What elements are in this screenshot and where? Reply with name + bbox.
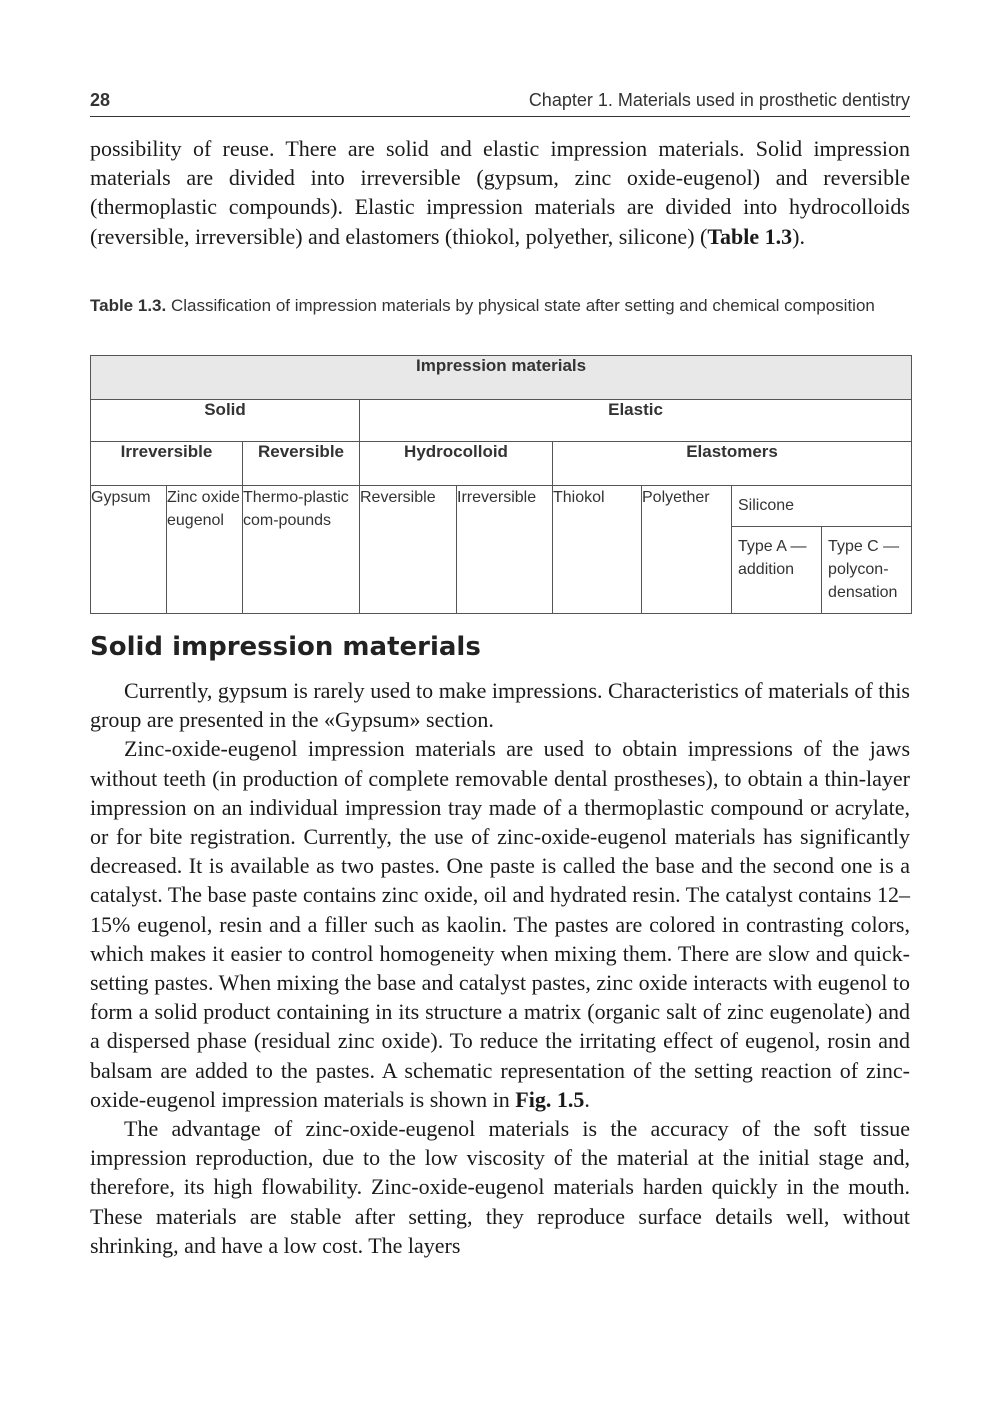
table-caption (90, 293, 910, 318)
leaf-silicone: Silicone (738, 497, 795, 514)
figure-reference: Fig. 1.5 (515, 1086, 585, 1112)
intro-text: possibility of reuse. There are solid and elastic impression materials. Solid impression materials are divided into irreversible (gypsum, zinc oxide-eugenol) and reversible (thermoplastic compounds). Elastic impression materials are divided into hydrocolloids (reversible, irreversible) and elastomers (thiokol, polyether, silicone) ( (90, 136, 910, 249)
paragraph-advantages: The advantage of zinc-oxide-eugenol materials is the accuracy of the soft tissue impression reproduction, due to the low viscosity of the material at the initial stage and, therefore, its high flowability. Zinc-oxide-eugenol materials harden quickly in the mouth. These materials are stable after setting, they reproduce surface details well, without shrinking, and have a low cost. The layers (90, 1116, 910, 1258)
subgroup-hydrocolloid: Hydrocolloid (360, 442, 553, 486)
group-elastic: Elastic (360, 400, 912, 442)
intro-paragraph (90, 134, 910, 251)
page-number: 28 (90, 90, 111, 110)
paragraph-zinc-oxide-eugenol (90, 734, 910, 1114)
paragraph-zoe-tail: . (584, 1086, 590, 1112)
table-caption-text: Classification of impression materials by physical state after setting and chemical composition (166, 296, 875, 315)
table-caption-label: Table 1.3. (90, 296, 167, 315)
leaf-zinc-oxide-eugenol: Zinc oxide eugenol (167, 486, 243, 614)
running-head (90, 86, 910, 117)
leaf-irreversible: Irreversible (457, 486, 553, 614)
table-reference: Table 1.3 (707, 223, 793, 249)
intro-tail: ). (792, 223, 805, 249)
leaf-silicone-cell (732, 486, 912, 614)
paragraph-zoe-text: Zinc-oxide-eugenol impression materials are used to obtain impressions of the jaws without teeth (in production of complete removable dental prostheses), to obtain a thin-layer impression on an individual impression tray made of a thermoplastic compound or acrylate, or for bite registration. Currently, the use of zinc-oxide-eugenol materials has significantly decreased. It is available as two pastes. One paste is called the base and the second one is a catalyst. The base paste contains zinc oxide, oil and hydrated resin. The catalyst contains 12–15% eugenol, resin and a filler such as kaolin. The pastes are colored in contrasting colors, which makes it easier to control homogeneity when mixing them. There are slow and quick-setting pastes. When mixing the base and catalyst pastes, zinc oxide interacts with eugenol to form a solid product containing in its structure a matrix (organic salt of zinc eugenolate) and a dispersed phase (residual zinc oxide). To reduce the irritating effect of eugenol, rosin and balsam are added to the pastes. A schematic representation of the setting reaction of zinc-oxide-eugenol impression materials is shown in (90, 736, 910, 1112)
section-heading: Solid impression materials (90, 632, 481, 662)
classification-table (90, 355, 912, 614)
leaf-polyether: Polyether (642, 486, 732, 614)
subgroup-irreversible: Irreversible (91, 442, 243, 486)
leaf-thermoplastic-compounds: Thermo-plastic com-pounds (243, 486, 360, 614)
leaf-type-a-addition: Type A — addition (731, 527, 821, 613)
subgroup-elastomers: Elastomers (553, 442, 912, 486)
paragraph-gypsum: Currently, gypsum is rarely used to make impressions. Characteristics of materials of this group are presented in the «Gypsum» section. (90, 678, 910, 733)
table-header-impression-materials: Impression materials (91, 356, 912, 400)
leaf-thiokol: Thiokol (553, 486, 642, 614)
chapter-title: Chapter 1. Materials used in prosthetic dentistry (528, 90, 910, 110)
leaf-reversible: Reversible (360, 486, 457, 614)
leaf-type-c-polycondensation: Type C — polycon-densation (821, 527, 912, 613)
subgroup-reversible: Reversible (243, 442, 360, 486)
group-solid: Solid (91, 400, 360, 442)
silicone-subtypes (731, 526, 912, 613)
section-body (90, 676, 910, 1260)
leaf-gypsum: Gypsum (91, 486, 167, 614)
